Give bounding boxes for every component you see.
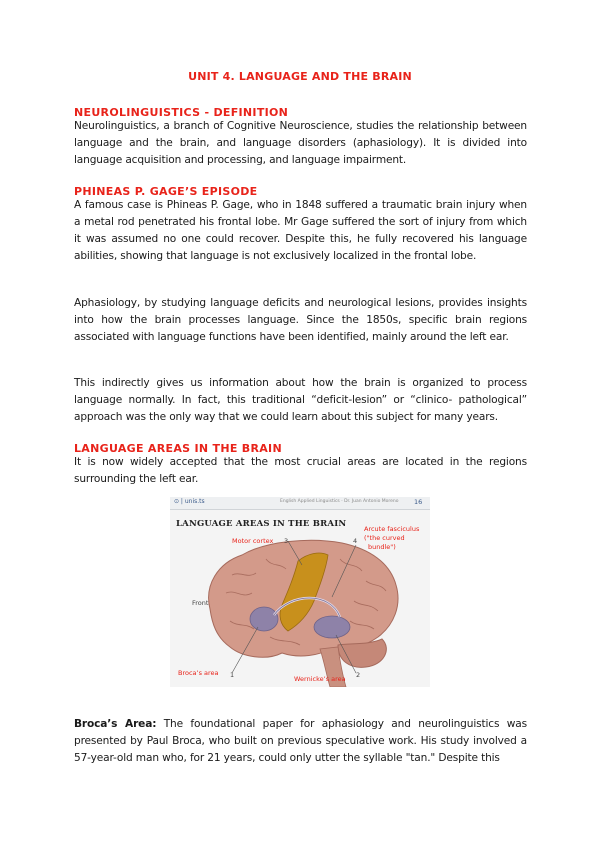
brain-figure <box>170 497 430 687</box>
front-label: Front <box>192 599 209 607</box>
brocas-area-inline-heading: Broca’s Area: <box>74 718 157 730</box>
section-heading-gage: PHINEAS P. GAGE’S EPISODE <box>74 185 258 198</box>
unit-title: UNIT 4. LANGUAGE AND THE BRAIN <box>188 70 412 83</box>
brocas-area-region <box>250 607 278 631</box>
figure-header-caption: English Applied Linguistics · Dr. Juan Antonio Moreno <box>280 499 399 504</box>
wernickes-area-region <box>314 616 350 638</box>
figure-slide-number: 16 <box>414 498 423 506</box>
brocas-area-text: The foundational paper for aphasiology and neurolinguistics was presented by Paul Broca, who built on previous speculative work. His study involved a 57-year-old man who, for 21 years, could only utter the syllable "tan." Despite this <box>74 718 527 764</box>
paragraph-language-areas: It is now widely accepted that the most crucial areas are located in the regions surrounding the left ear. <box>74 456 527 485</box>
section-heading-language-areas: LANGUAGE AREAS IN THE BRAIN <box>74 442 282 455</box>
arcuate-fasciculus-label-3: bundle") <box>368 543 396 551</box>
figure-number-2: 2 <box>356 671 361 679</box>
figure-number-1: 1 <box>230 671 235 679</box>
paragraph-deficit-lesion: This indirectly gives us information about how the brain is organized to process language normally. In fact, this traditional “deficit-lesion” or “clinico- pathological” approach was the only way that we could learn about this subject for many years. <box>74 377 527 423</box>
wernickes-area-label: Wernicke’s area <box>294 675 346 683</box>
paragraph-neurolinguistics-definition: Neurolinguistics, a branch of Cognitive Neuroscience, studies the relationship between language and the brain, and language disorders (aphasiology). It is divided into language acquisition and processing, and language impairment. <box>74 120 527 166</box>
figure-title: LANGUAGE AREAS IN THE BRAIN <box>176 519 347 529</box>
arcuate-fasciculus-label: Arcute fasciculus <box>364 525 420 533</box>
paragraph-brocas-area <box>74 716 527 767</box>
paragraph-gage-episode: A famous case is Phineas P. Gage, who in 1848 suffered a traumatic brain injury when a metal rod penetrated his frontal lobe. Mr Gage suffered the sort of injury from which it was assumed no one could recover. Despite this, he fully recovered his language abilities, showing that language is not exclusively localized in the frontal lobe. <box>74 199 527 262</box>
figure-logo: ⊙ | unis.ts <box>174 498 205 505</box>
arcuate-fasciculus-label-2: ("the curved <box>364 534 405 542</box>
brocas-area-label: Broca’s area <box>178 669 219 677</box>
section-heading-neurolinguistics: NEUROLINGUISTICS - DEFINITION <box>74 106 289 119</box>
paragraph-aphasiology: Aphasiology, by studying language deficits and neurological lesions, provides insights into how the brain processes language. Since the 1850s, specific brain regions associated with language functions have been identified, mainly around the left ear. <box>74 297 527 343</box>
figure-number-3: 3 <box>284 537 289 545</box>
motor-cortex-label: Motor cortex <box>232 537 274 545</box>
figure-number-4: 4 <box>353 537 358 545</box>
